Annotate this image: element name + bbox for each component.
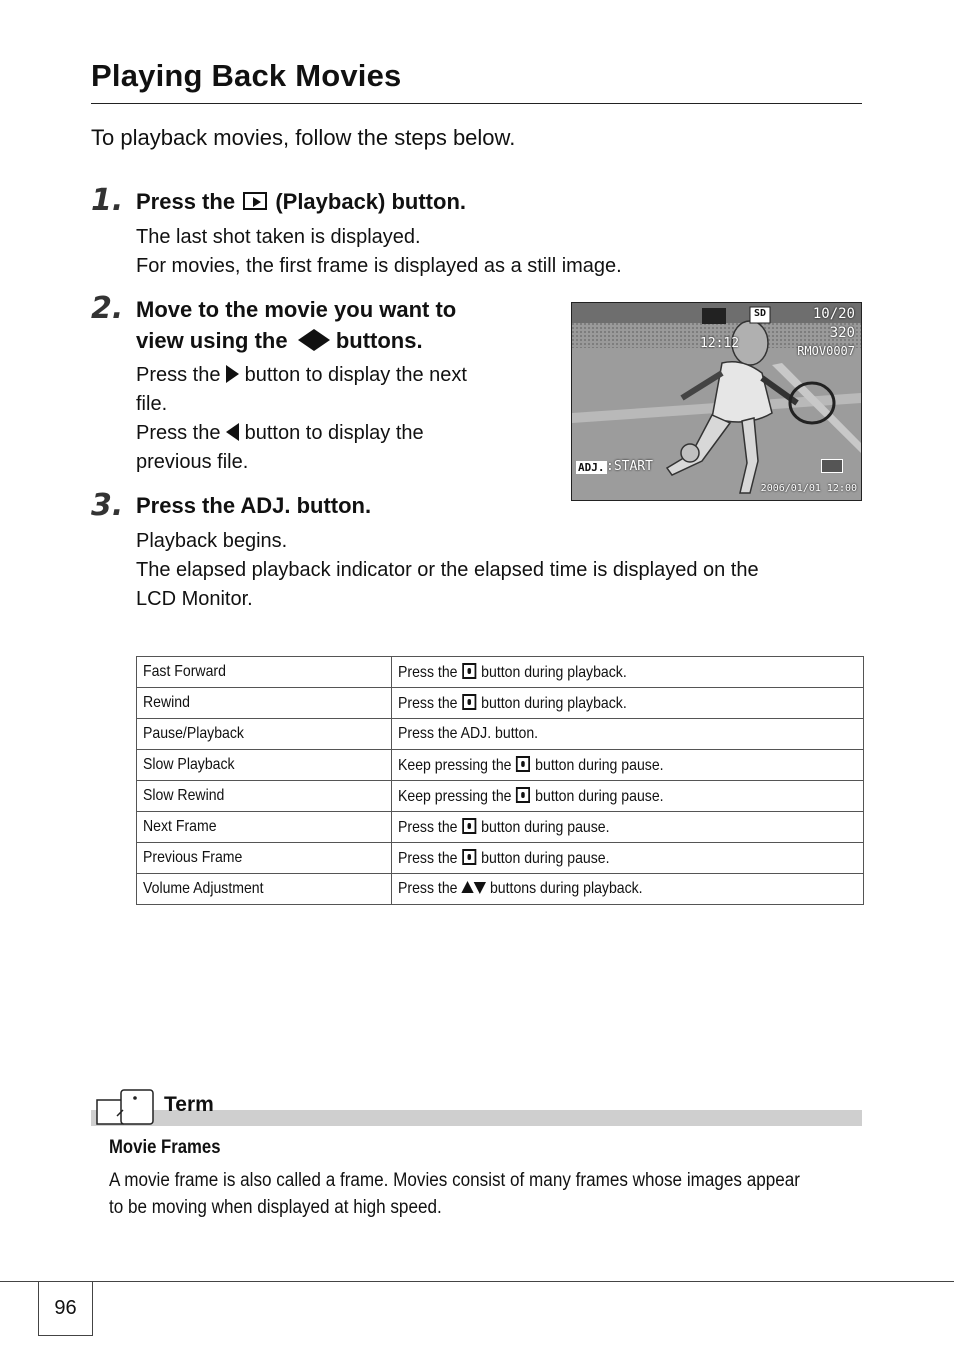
telephoto-icon <box>462 663 476 679</box>
instruction-pre: Press the <box>398 818 458 836</box>
step-1-line: The last shot taken is displayed. <box>136 226 421 248</box>
note-icon <box>95 1088 157 1128</box>
step-1-heading <box>136 186 466 217</box>
instruction-post: button during playback. <box>481 663 627 681</box>
operation-name: Slow Rewind <box>143 787 225 804</box>
operation-instruction <box>398 756 664 775</box>
left-arrow-icon <box>226 423 239 441</box>
operation-name: Slow Playback <box>143 756 235 773</box>
step-1-heading-after: (Playback) button. <box>275 189 466 214</box>
step-2-heading-line1: Move to the movie you want to <box>136 297 457 322</box>
term-heading: Term <box>164 1093 214 1116</box>
operation-name-cell <box>137 688 392 719</box>
date-time: 2006/01/01 12:00 <box>760 483 857 494</box>
up-arrow-icon <box>461 881 473 893</box>
step-2-line1-after: button to display the next <box>244 364 467 386</box>
frame-counter: 10/20 <box>812 306 855 322</box>
operation-name-cell <box>137 781 392 812</box>
instruction-pre: Keep pressing the <box>398 756 512 774</box>
table-row <box>137 719 864 750</box>
step-2-line3-after: button to display the <box>244 422 424 444</box>
telephoto-icon <box>462 818 476 834</box>
playback-operations-table <box>136 656 864 905</box>
instruction-post: button during pause. <box>481 849 610 867</box>
telephoto-icon <box>516 756 530 772</box>
instruction-post: buttons during playback. <box>489 880 643 897</box>
term-body <box>109 1167 869 1221</box>
instruction-pre: Press the <box>398 663 458 681</box>
table-row <box>137 843 864 874</box>
recording-time: 12:12 <box>700 336 740 351</box>
step-3-body <box>136 527 856 614</box>
step-3-heading: Press the ADJ. button. <box>136 493 372 518</box>
step-2-heading <box>136 294 456 356</box>
operation-name-cell <box>137 657 392 688</box>
instruction-post: button during playback. <box>481 694 627 712</box>
operation-instruction <box>398 818 610 837</box>
page-title: Playing Back Movies <box>91 58 402 93</box>
operation-name: Previous Frame <box>143 849 243 866</box>
operation-instruction <box>398 694 627 713</box>
table-row <box>137 657 864 688</box>
instruction-pre: Press the ADJ. button. <box>398 725 539 742</box>
wide-icon <box>462 694 476 710</box>
step-2-heading-line2-before: view using the <box>136 328 288 353</box>
instruction-pre: Keep pressing the <box>398 787 512 805</box>
wide-icon <box>516 787 530 803</box>
step-1-line: For movies, the first frame is displayed as a still image. <box>136 255 622 277</box>
step-3-line: The elapsed playback indicator or the elapsed time is displayed on the <box>136 559 759 581</box>
left-arrow-icon <box>298 329 314 351</box>
operation-name-cell <box>137 750 392 781</box>
table-row <box>137 874 864 905</box>
table-row <box>137 781 864 812</box>
title-divider <box>91 103 862 104</box>
instruction-pre: Press the <box>398 880 458 897</box>
step-2-number: 2. <box>91 291 124 326</box>
instruction-post: button during pause. <box>481 818 610 836</box>
start-label: :START <box>606 459 653 474</box>
table-body <box>137 657 864 905</box>
battery-icon <box>821 459 843 473</box>
step-2-line1 <box>136 361 536 390</box>
movie-size: 320 <box>829 325 855 341</box>
step-3-number: 3. <box>91 488 124 523</box>
operation-name-cell <box>137 874 392 905</box>
step-2-body <box>136 361 536 477</box>
step-2-line3-before: Press the <box>136 422 221 444</box>
operation-instruction <box>398 849 610 868</box>
sd-card-icon: SD <box>754 308 767 319</box>
operation-instruction-cell <box>392 781 864 812</box>
operation-instruction-cell <box>392 843 864 874</box>
operation-name-cell <box>137 843 392 874</box>
right-arrow-icon <box>226 365 239 383</box>
operation-name: Fast Forward <box>143 663 226 680</box>
instruction-pre: Press the <box>398 694 458 712</box>
right-arrow-icon <box>314 329 330 351</box>
table-row <box>137 812 864 843</box>
operation-instruction-cell <box>392 750 864 781</box>
intro-text: To playback movies, follow the steps below. <box>91 125 516 150</box>
operation-instruction-cell <box>392 812 864 843</box>
step-2-line4: previous file. <box>136 451 249 473</box>
operation-instruction-cell <box>392 657 864 688</box>
instruction-pre: Press the <box>398 849 458 867</box>
step-1-heading-before: Press the <box>136 189 236 214</box>
page-number: 96 <box>38 1281 93 1336</box>
instruction-post: button during pause. <box>535 756 664 774</box>
operation-instruction <box>398 787 664 806</box>
step-2-heading-line2-after: buttons. <box>335 328 423 353</box>
term-subheading <box>109 1137 236 1159</box>
operation-name: Pause/Playback <box>143 725 244 742</box>
term-line: A movie frame is also called a frame. Movies consist of many frames whose images appear <box>109 1170 800 1191</box>
step-2-heading-line2 <box>136 325 456 356</box>
operation-instruction-cell <box>392 688 864 719</box>
operation-name-cell <box>137 719 392 750</box>
down-arrow-icon <box>474 882 486 894</box>
step-2-line1-before: Press the <box>136 364 221 386</box>
playback-icon <box>243 192 267 210</box>
operation-instruction-cell <box>392 874 864 905</box>
step-1-body <box>136 223 622 281</box>
operation-name: Rewind <box>143 694 190 711</box>
operation-instruction <box>398 663 627 682</box>
operation-instruction-cell <box>392 719 864 750</box>
instruction-post: button during pause. <box>535 787 664 805</box>
camera-screen-image <box>571 302 862 501</box>
operation-instruction <box>398 880 643 898</box>
file-name: RMOV0007 <box>797 344 855 358</box>
step-3-line: LCD Monitor. <box>136 588 253 610</box>
operation-name: Next Frame <box>143 818 217 835</box>
step-2-line3 <box>136 419 536 448</box>
step-2-line2: file. <box>136 393 168 415</box>
operation-name: Volume Adjustment <box>143 880 264 897</box>
operation-instruction <box>398 725 538 743</box>
term-subheading-text: Movie Frames <box>109 1137 221 1158</box>
adj-label: ADJ. <box>578 461 605 474</box>
up-down-icon <box>461 880 486 897</box>
term-line: to be moving when displayed at high speed. <box>109 1197 442 1218</box>
step-3-line: Playback begins. <box>136 530 288 552</box>
table-row <box>137 750 864 781</box>
wide-icon <box>462 849 476 865</box>
step-1-number: 1. <box>91 183 124 218</box>
table-row <box>137 688 864 719</box>
footer-divider <box>0 1281 954 1282</box>
operation-name-cell <box>137 812 392 843</box>
